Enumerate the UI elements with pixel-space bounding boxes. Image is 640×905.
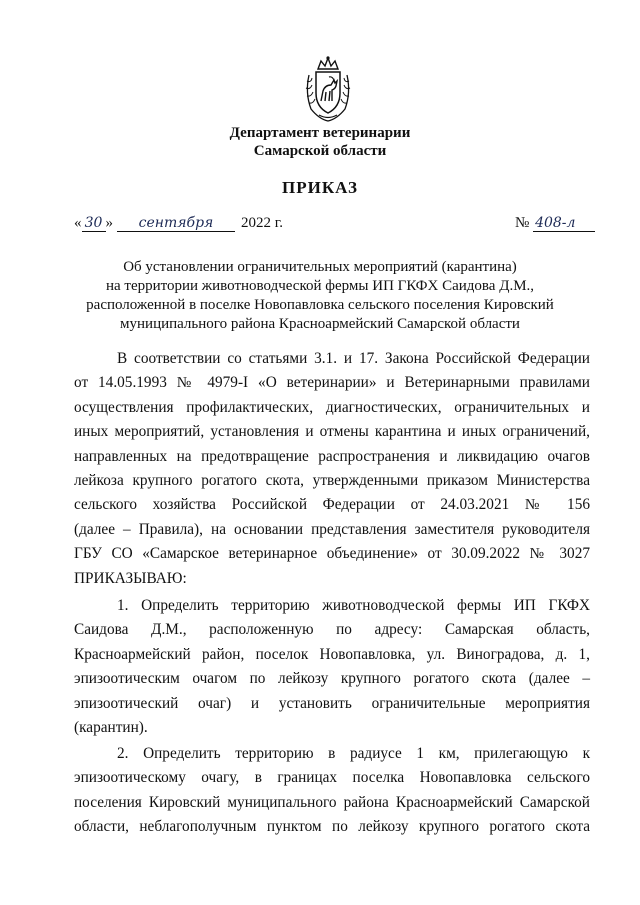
document-title: ПРИКАЗ xyxy=(282,178,358,197)
text-line: ПРИКАЗЫВАЮ: xyxy=(74,569,187,587)
number-prefix: № xyxy=(515,215,530,231)
text-line: В соответствии со статьями 3.1. и 17. Закона Российской Федерации xyxy=(117,350,590,367)
subject-line: муниципального района Красноармейский Самарской области xyxy=(120,316,520,332)
samara-coat-of-arms-icon xyxy=(301,55,355,123)
text-line: лейкоза крупного рогатого скота, утвержденными приказом Министерства xyxy=(74,472,590,490)
text-line: сельского хозяйства Российской Федерации от 24.03.2021 № 156 xyxy=(74,496,590,514)
text-line: Саидова Д.М., расположенную по адресу: Самарская область, xyxy=(74,621,590,639)
subject-line: Об установлении ограничительных мероприятий (карантина) xyxy=(123,259,517,275)
paragraph-item-2 xyxy=(74,742,590,840)
text-line: направленных на предотвращение распространения и ликвидацию очагов xyxy=(74,447,590,465)
order-subject xyxy=(70,258,570,334)
date-year: 2022 г. xyxy=(241,215,283,231)
date-day: 30 xyxy=(82,215,106,232)
paragraph-preamble xyxy=(74,347,590,591)
number-value: 408-л xyxy=(533,215,595,232)
text-line: эпизоотическому очагу, в границах поселка Новопавловка сельского xyxy=(74,769,590,787)
text-line: области, неблагополучным пунктом по лейкозу крупного рогатого скота xyxy=(74,818,590,836)
text-line: осуществления профилактических, диагностических, ограничительных и xyxy=(74,398,590,416)
text-line: эпизоотическим очагом по лейкозу крупного рогатого скота (далее – xyxy=(74,670,590,688)
text-line: Красноармейский район, поселок Новопавловка, ул. Виноградова, д. 1, xyxy=(74,645,590,663)
text-line: эпизоотический очаг) и установить ограничительные мероприятия xyxy=(74,694,590,712)
text-line: иных мероприятий, установления и отмены карантина и иных ограничений, xyxy=(74,423,590,441)
date-month: сентября xyxy=(117,215,235,232)
subject-line: на территории животноводческой фермы ИП ГКФХ Саидова Д.М., xyxy=(105,278,535,294)
order-number xyxy=(515,215,595,232)
text-line: (далее – Правила), на основании представления заместителя руководителя xyxy=(74,520,590,538)
department-name-line1: Департамент ветеринарии xyxy=(229,125,411,141)
text-line: от 14.05.1993 № 4979-I «О ветеринарии» и Ветеринарными правилами xyxy=(74,374,590,392)
text-line: ГБУ СО «Самарское ветеринарное объединение» от 30.09.2022 № 3027 xyxy=(74,545,590,563)
order-date xyxy=(74,215,283,232)
subject-line: расположенной в поселке Новопавловка сельского поселения Кировский xyxy=(86,297,554,313)
date-open-quote: « xyxy=(74,215,82,231)
department-name-line2: Самарской области xyxy=(253,143,387,159)
date-close-quote: » xyxy=(105,215,113,231)
text-line: поселения Кировский муниципального района Красноармейский Самарской xyxy=(74,793,590,811)
text-line: 1. Определить территорию животноводческой фермы ИП ГКФХ xyxy=(117,597,590,614)
paragraph-item-1 xyxy=(74,594,590,740)
text-line: 2. Определить территорию в радиусе 1 км, прилегающую к xyxy=(117,745,590,762)
text-line: (карантин). xyxy=(74,719,148,737)
